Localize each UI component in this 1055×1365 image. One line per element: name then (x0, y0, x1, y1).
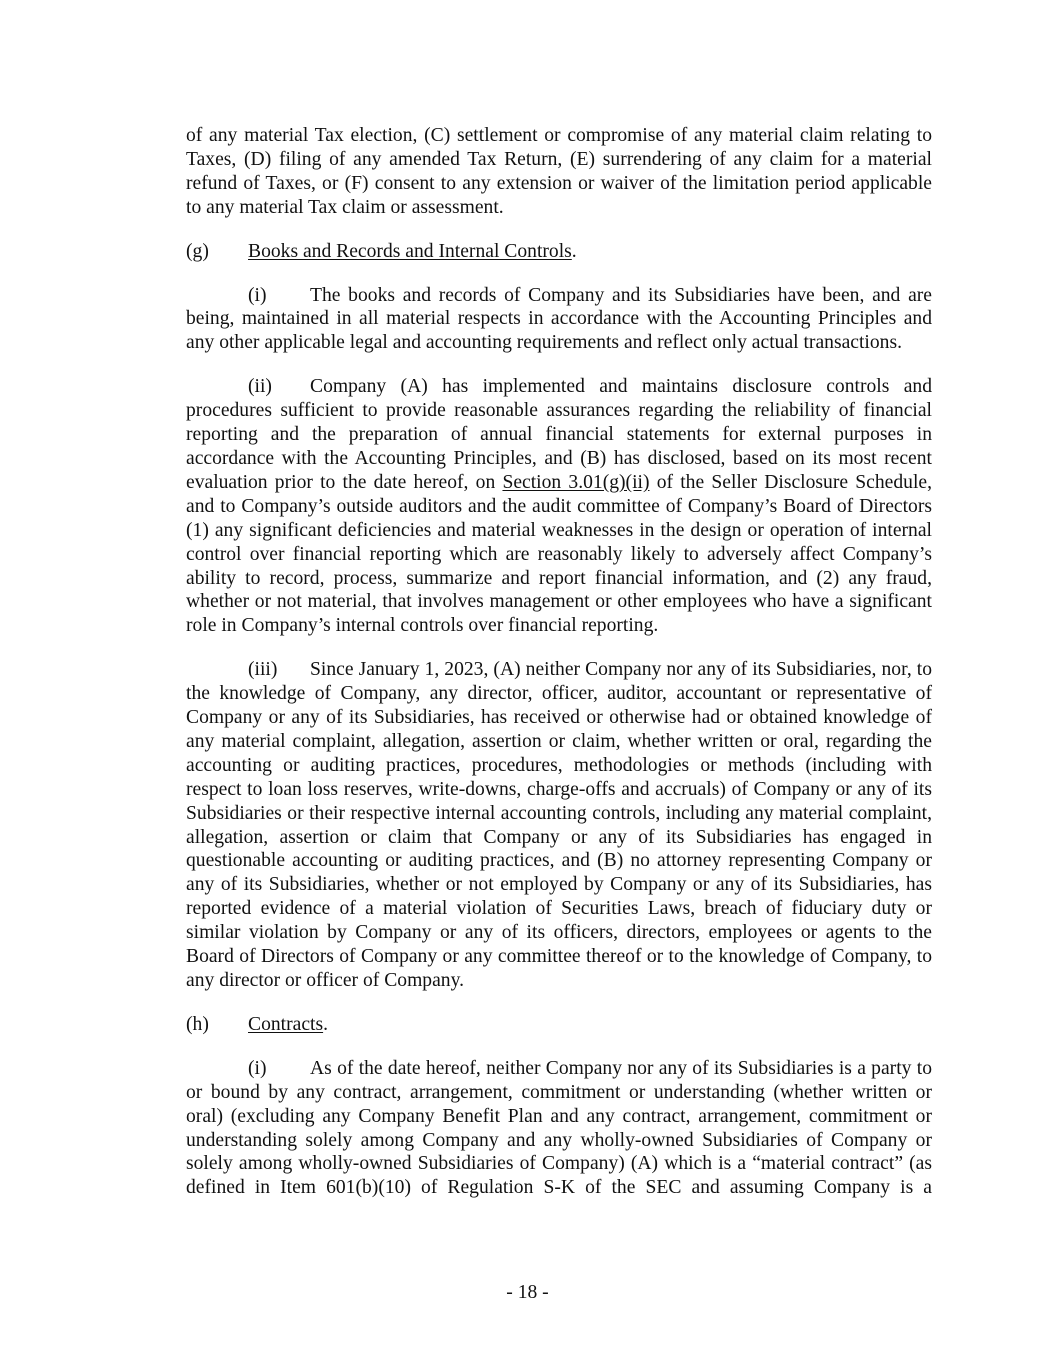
section-g-i-text: The books and records of Company and its Subsidiaries have been, and are being, maintained in all material respects in accordance with the Accounting Principles and any other applicable legal and accounting requirements and reflect only actual transactions. (186, 284, 932, 354)
section-g-i-label: (i) (248, 284, 267, 306)
paragraph-tax-continuation: of any material Tax election, (C) settlement or compromise of any material claim relating to Taxes, (D) filing of any amended Tax Return, (E) surrendering of any claim for a material refund of Taxes, or (F) consent to any extension or waiver of the limitation period applicable to any material Tax claim or assessment. (186, 125, 932, 218)
section-h-i-paragraph (186, 1057, 932, 1200)
section-g-title-period: . (571, 240, 577, 262)
section-h-i-label: (i) (248, 1057, 267, 1079)
section-reference-link: Section 3.01(g)(ii) (502, 471, 650, 493)
section-g-title: Books and Records and Internal Controls (248, 240, 572, 262)
section-h-heading (186, 1013, 932, 1037)
section-g-iii-label: (iii) (248, 659, 278, 681)
section-g-ii-text-a: Company (A) has implemented and maintains disclosure controls and procedures sufficient to provide reasonable assurances regarding the reliability of financial reporting and the preparation of annual financial statements for external purposes in accordance with the Accounting Principles, and (B) has disclosed, based on its most recent evaluation prior to the date hereof, on (186, 376, 932, 493)
page-number: - 18 - (506, 1282, 549, 1303)
section-g-i-paragraph (186, 284, 932, 356)
section-h-title: Contracts (248, 1013, 324, 1035)
section-g-label: (g) (186, 240, 209, 262)
section-h-label: (h) (186, 1013, 209, 1035)
section-g-iii-text: Since January 1, 2023, (A) neither Company nor any of its Subsidiaries, nor, to the knowledge of Company, any director, officer, auditor, accountant or representative of Company or any of its Subsidiaries, has received or otherwise had or obtained knowledge of any material complaint, allegation, assertion or claim, whether written or oral, regarding the accounting or auditing practices, procedures, methodologies or methods (including with respect to loan loss reserves, write-downs, charge-offs and accruals) of Company or any of its Subsidiaries or their respective internal accounting controls, including any material complaint, allegation, assertion or claim that Company or any of its Subsidiaries has engaged in questionable accounting or auditing practices, and (B) no attorney representing Company or any of its Subsidiaries, whether or not employed by Company or any of its Subsidiaries, has reported evidence of a material violation of Securities Laws, breach of fiduciary duty or similar violation by Company or any of its officers, directors, employees or agents to the Board of Directors of Company or any committee thereof or to the knowledge of Company, to any director or officer of Company. (186, 659, 932, 991)
section-g-ii-text-b: of the Seller Disclosure Schedule, and to Company’s outside auditors and the audit committee of Company’s Board of Directors (1) any significant deficiencies and material weaknesses in the design or operation of internal control over financial reporting which are reasonably likely to adversely affect Company’s ability to record, process, summarize and report financial information, and (2) any fraud, whether or not material, that involves management or other employees who have a significant role in Company’s internal controls over financial reporting. (186, 471, 932, 637)
section-g-iii-paragraph (186, 658, 932, 993)
section-h-i-text: As of the date hereof, neither Company nor any of its Subsidiaries is a party to or bound by any contract, arrangement, commitment or understanding (whether written or oral) (excluding any Company Benefit Plan and any contract, arrangement, commitment or understanding solely among Company and any wholly-owned Subsidiaries of Company or solely among wholly-owned Subsidiaries of Company) (A) which is a “material contract” (as defined in Item 601(b)(10) of Regulation S-K of the SEC and assuming Company is a (186, 1057, 932, 1199)
section-g-ii-paragraph (186, 375, 932, 638)
section-g-ii-label: (ii) (248, 376, 272, 398)
section-h-title-period: . (323, 1013, 328, 1035)
section-g-heading (186, 240, 932, 264)
document-page (186, 124, 932, 1200)
